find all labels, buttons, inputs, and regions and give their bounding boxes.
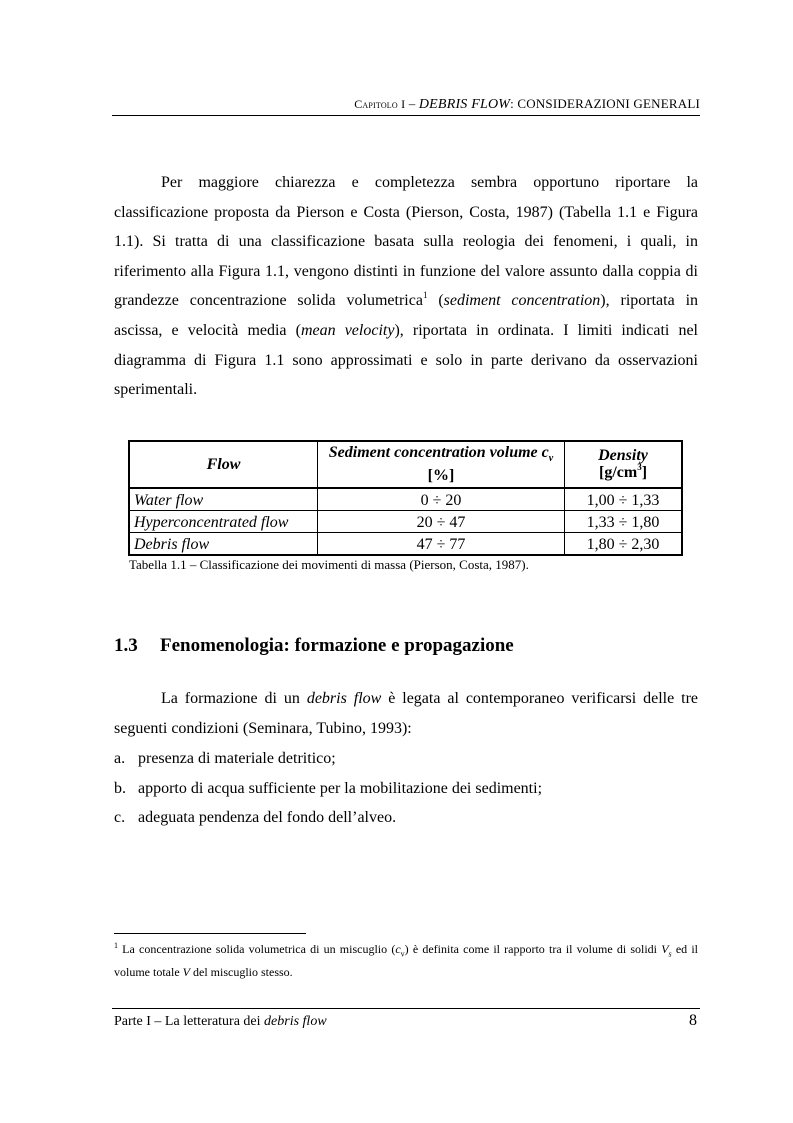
- classification-table: [128, 440, 683, 556]
- table-cell-flow: Debris flow: [129, 533, 318, 556]
- footnote-rule: [114, 933, 306, 934]
- list-item: [114, 803, 698, 833]
- footer-rule: [112, 1008, 700, 1009]
- table-cell-density: 1,00 ÷ 1,33: [565, 488, 683, 511]
- list-item-text: presenza di materiale detritico;: [138, 750, 336, 767]
- header-dash: –: [405, 96, 419, 111]
- table-header-density: Density $[g/cm^3]$: [565, 441, 683, 488]
- list-item: [114, 744, 698, 774]
- list-item: [114, 774, 698, 804]
- table-caption: Tabella 1.1 – Classificazione dei movimenti di massa (Pierson, Costa, 1987).: [129, 557, 529, 572]
- section-number: 1.3: [114, 635, 138, 656]
- table-cell-concentration: 47 ÷ 77: [318, 533, 565, 556]
- table-cell-density: 1,33 ÷ 1,80: [565, 511, 683, 533]
- para2-text-2: è legata al contemporaneo verificarsi delle tre seguenti condizioni (Seminara, Tubino, 1993):: [114, 690, 698, 737]
- paragraph-classification: [114, 168, 698, 405]
- para2-italic-debris-flow: debris flow: [306, 690, 382, 707]
- running-header: [112, 96, 700, 113]
- table-cell-flow: Water flow: [129, 488, 318, 511]
- list-item-text: apporto di acqua sufficiente per la mobilitazione dei sedimenti;: [138, 779, 543, 797]
- list-item-text: adeguata pendenza del fondo dell’alveo.: [138, 809, 397, 827]
- table-row: [129, 488, 682, 511]
- para1-italic-mean-velocity: mean velocity: [300, 321, 395, 339]
- para1-italic-sediment-concentration: sediment concentration: [443, 292, 601, 310]
- table-header-concentration: Sediment concentration volume $c_v$ [%]: [318, 441, 565, 488]
- table-header-flow: Flow: [129, 441, 318, 488]
- para2-text-1: La formazione di un: [161, 690, 307, 707]
- header-chapter: Capitolo I: [354, 97, 406, 111]
- list-marker: c.: [114, 809, 126, 827]
- table-row: [129, 533, 682, 556]
- table-cell-concentration: 20 ÷ 47: [318, 511, 565, 533]
- header-rule: [112, 115, 700, 116]
- table-cell-flow: Hyperconcentrated flow: [129, 511, 318, 533]
- section-title: Fenomenologia: formazione e propagazione: [160, 635, 514, 656]
- para1-text-2: (: [427, 292, 444, 310]
- list-marker: a.: [114, 750, 126, 767]
- running-footer: Parte I – La letteratura dei debris flow: [114, 1014, 327, 1029]
- conditions-list: [114, 744, 698, 833]
- page-number: 8: [689, 1012, 697, 1029]
- para1-text-4: ), riportata in ordinata. I limiti indicati nel diagramma di Figura 1.1 sono approssimati e solo in parte derivano da osservazioni sperimentali.: [114, 321, 699, 399]
- footnote-mark: 1: [114, 941, 118, 950]
- para1-text-1: Per maggiore chiarezza e completezza sembra opportuno riportare la classificazione proposta da Pierson e Costa (Pierson, Costa, 1987) (Tabella 1.1 e Figura 1.1). Si tratta di una classificazione basata sulla reologia dei fenomeni, i quali, in riferimento alla Figura 1.1, vengono distinti in funzione del valore assunto dalla coppia di grandezze concentrazione solida volumetrica: [114, 174, 698, 310]
- para1-text-3: ), riportata in ascissa, e velocità media (: [114, 292, 699, 339]
- table-row: [129, 511, 682, 533]
- table-cell-density: 1,80 ÷ 2,30: [565, 533, 683, 556]
- footnote: $^1$ La concentrazione solida volumetrica di un miscuglio $(c_v)$ è definita come il rapporto tra il volume di solidi $V_s$ ed il volume totale V del miscuglio stesso.: [114, 941, 699, 980]
- table-header-row: [129, 441, 682, 488]
- table-cell-concentration: 0 ÷ 20: [318, 488, 565, 511]
- footnote-reference: 1: [422, 290, 428, 301]
- section-heading: [114, 634, 514, 658]
- header-title-italic: DEBRIS FLOW: [418, 97, 511, 112]
- header-title-rest: : CONSIDERAZIONI GENERALI: [510, 96, 700, 111]
- paragraph-formation: [114, 684, 698, 743]
- list-marker: b.: [114, 779, 126, 797]
